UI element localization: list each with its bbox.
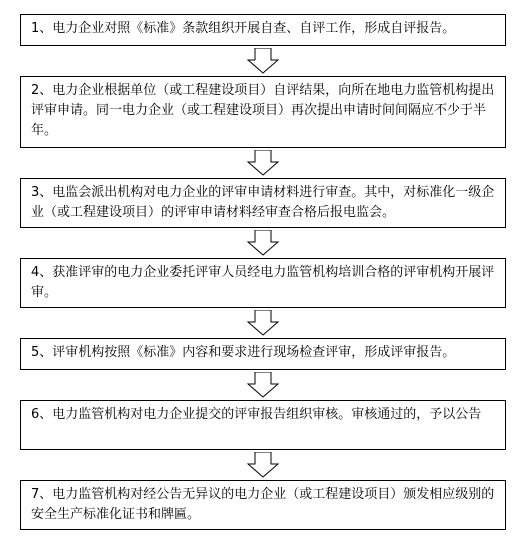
step-7-text: 7、电力监管机构对经公告无异议的电力企业（或工程建设项目）颁发相应级别的安全生产标准化证书和牌匾。 xyxy=(31,487,495,522)
step-1-box xyxy=(20,14,506,46)
down-arrow-icon xyxy=(247,310,279,336)
step-5-text: 5、评审机构按照《标准》内容和要求进行现场检查评审，形成评审报告。 xyxy=(31,345,456,360)
step-3-box xyxy=(20,178,506,228)
step-4-box xyxy=(20,258,506,308)
step-1-text: 1、电力企业对照《标准》条款组织开展自查、自评工作，形成自评报告。 xyxy=(31,21,456,36)
down-arrow-icon xyxy=(247,372,279,398)
step-7-box xyxy=(20,480,506,530)
step-3-text: 3、电监会派出机构对电力企业的评审申请材料进行审查。其中，对标准化一级企业（或工程建设项目）的评审申请材料经审查合格后报电监会。 xyxy=(31,185,495,220)
down-arrow-icon xyxy=(247,452,279,478)
step-2-text: 2、电力企业根据单位（或工程建设项目）自评结果，向所在地电力监管机构提出评审申请。同一电力企业（或工程建设项目）再次提出申请时间间隔应不少于半年。 xyxy=(31,83,495,138)
down-arrow-icon xyxy=(247,230,279,256)
step-6-text: 6、电力监管机构对电力企业提交的评审报告组织审核。审核通过的，予以公告 xyxy=(31,407,482,422)
down-arrow-icon xyxy=(247,48,279,74)
step-6-box xyxy=(20,400,506,450)
step-2-box xyxy=(20,76,506,148)
step-5-box xyxy=(20,338,506,370)
down-arrow-icon xyxy=(247,150,279,176)
step-4-text: 4、获准评审的电力企业委托评审人员经电力监管机构培训合格的评审机构开展评审。 xyxy=(31,265,495,300)
